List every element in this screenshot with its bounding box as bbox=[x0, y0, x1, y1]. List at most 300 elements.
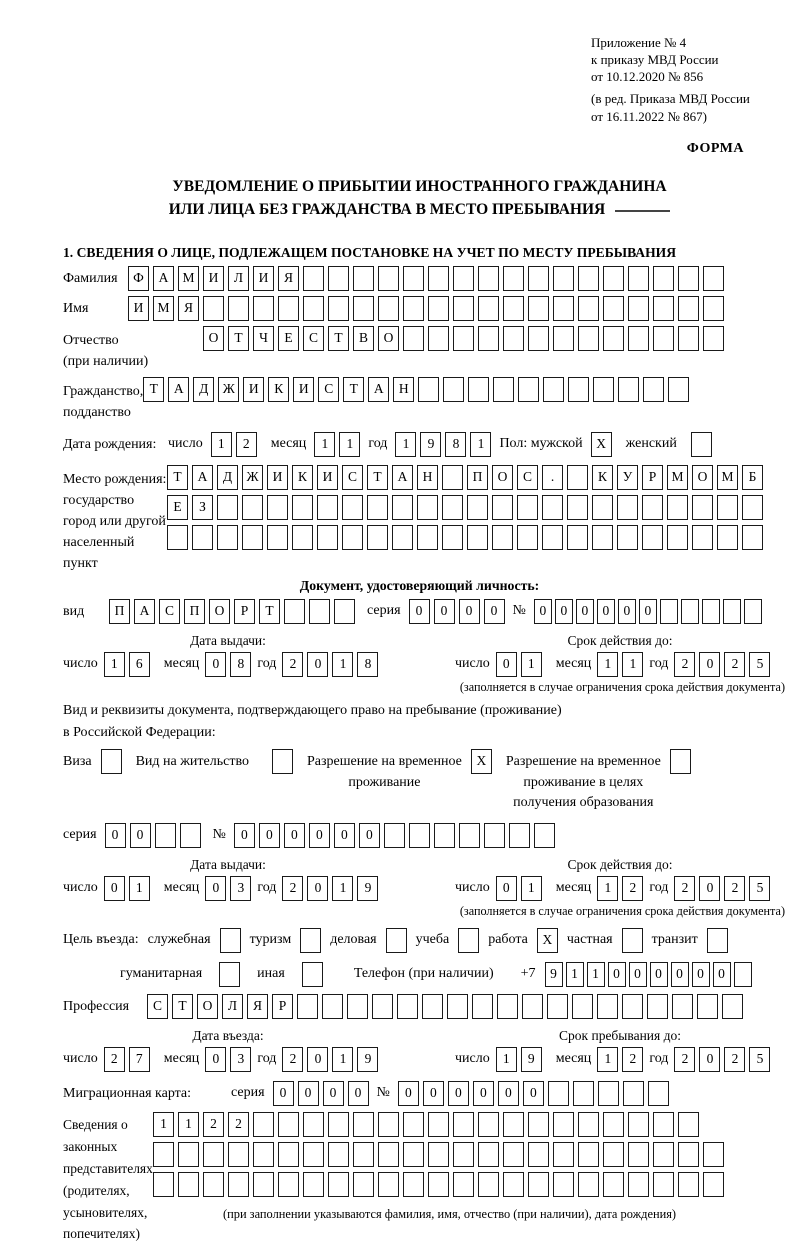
char-cell[interactable]: Ф bbox=[128, 266, 149, 291]
char-cell[interactable] bbox=[603, 1112, 624, 1137]
char-cell[interactable]: С bbox=[147, 994, 168, 1019]
char-cell[interactable] bbox=[467, 495, 488, 520]
char-cell[interactable] bbox=[703, 1172, 724, 1197]
char-cell[interactable]: 7 bbox=[129, 1047, 150, 1072]
char-cell[interactable] bbox=[603, 296, 624, 321]
char-cell[interactable]: О bbox=[492, 465, 513, 490]
char-cell[interactable]: 0 bbox=[555, 599, 573, 624]
char-cell[interactable]: 0 bbox=[398, 1081, 419, 1106]
char-cell[interactable] bbox=[742, 525, 763, 550]
char-cell[interactable]: 1 bbox=[496, 1047, 517, 1072]
char-cell[interactable]: 1 bbox=[622, 652, 643, 677]
char-cell[interactable] bbox=[497, 994, 518, 1019]
residence-permit-checkbox[interactable] bbox=[272, 749, 293, 774]
char-cell[interactable]: М bbox=[717, 465, 738, 490]
char-cell[interactable] bbox=[453, 266, 474, 291]
char-cell[interactable] bbox=[553, 1142, 574, 1167]
char-cell[interactable] bbox=[503, 1112, 524, 1137]
char-cell[interactable]: 0 bbox=[307, 1047, 328, 1072]
char-cell[interactable] bbox=[503, 266, 524, 291]
char-cell[interactable]: А bbox=[192, 465, 213, 490]
char-cell[interactable] bbox=[267, 495, 288, 520]
char-cell[interactable]: Б bbox=[742, 465, 763, 490]
char-cell[interactable]: 0 bbox=[105, 823, 126, 848]
char-cell[interactable] bbox=[328, 296, 349, 321]
char-cell[interactable] bbox=[278, 296, 299, 321]
char-cell[interactable] bbox=[617, 495, 638, 520]
char-cell[interactable]: 0 bbox=[205, 876, 226, 901]
char-cell[interactable]: Т bbox=[367, 465, 388, 490]
char-cell[interactable]: 2 bbox=[622, 1047, 643, 1072]
char-cell[interactable] bbox=[592, 525, 613, 550]
char-cell[interactable]: И bbox=[128, 296, 149, 321]
char-cell[interactable] bbox=[353, 1142, 374, 1167]
char-cell[interactable] bbox=[417, 525, 438, 550]
char-cell[interactable] bbox=[372, 994, 393, 1019]
char-cell[interactable]: 0 bbox=[713, 962, 731, 987]
char-cell[interactable]: 0 bbox=[323, 1081, 344, 1106]
char-cell[interactable] bbox=[167, 525, 188, 550]
char-cell[interactable] bbox=[328, 1172, 349, 1197]
char-cell[interactable] bbox=[203, 1172, 224, 1197]
char-cell[interactable] bbox=[672, 994, 693, 1019]
char-cell[interactable] bbox=[578, 266, 599, 291]
char-cell[interactable]: 0 bbox=[496, 652, 517, 677]
char-cell[interactable]: 1 bbox=[566, 962, 584, 987]
char-cell[interactable] bbox=[653, 1112, 674, 1137]
char-cell[interactable]: 0 bbox=[608, 962, 626, 987]
char-cell[interactable]: 0 bbox=[259, 823, 280, 848]
char-cell[interactable] bbox=[628, 1142, 649, 1167]
char-cell[interactable] bbox=[392, 495, 413, 520]
char-cell[interactable] bbox=[628, 1112, 649, 1137]
char-cell[interactable] bbox=[418, 377, 439, 402]
char-cell[interactable] bbox=[618, 377, 639, 402]
char-cell[interactable] bbox=[292, 495, 313, 520]
char-cell[interactable]: А bbox=[153, 266, 174, 291]
char-cell[interactable]: С bbox=[517, 465, 538, 490]
char-cell[interactable]: 0 bbox=[597, 599, 615, 624]
char-cell[interactable] bbox=[517, 495, 538, 520]
char-cell[interactable] bbox=[678, 1112, 699, 1137]
char-cell[interactable] bbox=[484, 823, 505, 848]
char-cell[interactable] bbox=[278, 1142, 299, 1167]
char-cell[interactable]: 1 bbox=[597, 876, 618, 901]
char-cell[interactable]: 5 bbox=[749, 1047, 770, 1072]
char-cell[interactable]: 0 bbox=[692, 962, 710, 987]
char-cell[interactable] bbox=[578, 1112, 599, 1137]
temp-residence-checkbox[interactable]: X bbox=[471, 749, 492, 774]
char-cell[interactable]: 5 bbox=[749, 652, 770, 677]
char-cell[interactable] bbox=[228, 1172, 249, 1197]
char-cell[interactable]: К bbox=[592, 465, 613, 490]
char-cell[interactable]: 9 bbox=[357, 876, 378, 901]
char-cell[interactable] bbox=[428, 1172, 449, 1197]
char-cell[interactable] bbox=[528, 1142, 549, 1167]
char-cell[interactable] bbox=[492, 495, 513, 520]
char-cell[interactable]: Т bbox=[328, 326, 349, 351]
char-cell[interactable]: 3 bbox=[230, 1047, 251, 1072]
char-cell[interactable]: 0 bbox=[273, 1081, 294, 1106]
char-cell[interactable] bbox=[178, 1172, 199, 1197]
char-cell[interactable] bbox=[522, 994, 543, 1019]
char-cell[interactable] bbox=[478, 1172, 499, 1197]
char-cell[interactable] bbox=[553, 326, 574, 351]
char-cell[interactable] bbox=[703, 1142, 724, 1167]
char-cell[interactable]: 2 bbox=[674, 1047, 695, 1072]
char-cell[interactable] bbox=[453, 1112, 474, 1137]
char-cell[interactable] bbox=[697, 994, 718, 1019]
char-cell[interactable]: Н bbox=[417, 465, 438, 490]
char-cell[interactable] bbox=[409, 823, 430, 848]
char-cell[interactable]: 0 bbox=[484, 599, 505, 624]
char-cell[interactable]: 1 bbox=[470, 432, 491, 457]
char-cell[interactable]: 1 bbox=[314, 432, 335, 457]
char-cell[interactable] bbox=[228, 1142, 249, 1167]
char-cell[interactable]: 0 bbox=[423, 1081, 444, 1106]
temp-residence-edu-checkbox[interactable] bbox=[670, 749, 691, 774]
char-cell[interactable] bbox=[653, 296, 674, 321]
char-cell[interactable] bbox=[334, 599, 355, 624]
char-cell[interactable] bbox=[442, 465, 463, 490]
char-cell[interactable]: 0 bbox=[473, 1081, 494, 1106]
char-cell[interactable] bbox=[378, 296, 399, 321]
char-cell[interactable] bbox=[603, 1142, 624, 1167]
sex-male-checkbox[interactable]: X bbox=[591, 432, 612, 457]
char-cell[interactable] bbox=[692, 525, 713, 550]
char-cell[interactable] bbox=[503, 326, 524, 351]
char-cell[interactable] bbox=[278, 1112, 299, 1137]
char-cell[interactable]: 1 bbox=[521, 876, 542, 901]
char-cell[interactable]: 0 bbox=[298, 1081, 319, 1106]
char-cell[interactable] bbox=[442, 525, 463, 550]
char-cell[interactable] bbox=[203, 1142, 224, 1167]
char-cell[interactable] bbox=[592, 495, 613, 520]
char-cell[interactable] bbox=[678, 326, 699, 351]
char-cell[interactable] bbox=[428, 1142, 449, 1167]
char-cell[interactable] bbox=[653, 266, 674, 291]
char-cell[interactable]: 1 bbox=[104, 652, 125, 677]
char-cell[interactable] bbox=[647, 994, 668, 1019]
char-cell[interactable]: 0 bbox=[671, 962, 689, 987]
char-cell[interactable]: 3 bbox=[230, 876, 251, 901]
char-cell[interactable]: 0 bbox=[348, 1081, 369, 1106]
char-cell[interactable] bbox=[503, 1172, 524, 1197]
char-cell[interactable] bbox=[428, 326, 449, 351]
char-cell[interactable]: 0 bbox=[650, 962, 668, 987]
char-cell[interactable]: 0 bbox=[699, 1047, 720, 1072]
char-cell[interactable] bbox=[453, 326, 474, 351]
char-cell[interactable]: 0 bbox=[409, 599, 430, 624]
char-cell[interactable]: 2 bbox=[282, 652, 303, 677]
char-cell[interactable] bbox=[478, 326, 499, 351]
char-cell[interactable]: 8 bbox=[230, 652, 251, 677]
char-cell[interactable] bbox=[403, 1172, 424, 1197]
char-cell[interactable] bbox=[742, 495, 763, 520]
purpose-transit-checkbox[interactable] bbox=[707, 928, 728, 953]
char-cell[interactable] bbox=[542, 495, 563, 520]
char-cell[interactable]: С bbox=[342, 465, 363, 490]
char-cell[interactable] bbox=[417, 495, 438, 520]
char-cell[interactable] bbox=[598, 1081, 619, 1106]
purpose-humanitarian-checkbox[interactable] bbox=[219, 962, 240, 987]
char-cell[interactable] bbox=[403, 1112, 424, 1137]
char-cell[interactable]: А bbox=[392, 465, 413, 490]
char-cell[interactable] bbox=[573, 1081, 594, 1106]
char-cell[interactable] bbox=[153, 1172, 174, 1197]
char-cell[interactable] bbox=[253, 1172, 274, 1197]
char-cell[interactable] bbox=[597, 994, 618, 1019]
char-cell[interactable]: 1 bbox=[332, 1047, 353, 1072]
char-cell[interactable]: О bbox=[692, 465, 713, 490]
char-cell[interactable] bbox=[578, 1172, 599, 1197]
char-cell[interactable]: К bbox=[268, 377, 289, 402]
char-cell[interactable] bbox=[528, 326, 549, 351]
char-cell[interactable] bbox=[317, 495, 338, 520]
char-cell[interactable] bbox=[378, 1112, 399, 1137]
char-cell[interactable] bbox=[322, 994, 343, 1019]
char-cell[interactable] bbox=[242, 525, 263, 550]
char-cell[interactable]: 0 bbox=[534, 599, 552, 624]
char-cell[interactable] bbox=[472, 994, 493, 1019]
char-cell[interactable] bbox=[553, 266, 574, 291]
char-cell[interactable] bbox=[722, 994, 743, 1019]
char-cell[interactable]: 1 bbox=[178, 1112, 199, 1137]
char-cell[interactable] bbox=[453, 296, 474, 321]
char-cell[interactable]: 2 bbox=[203, 1112, 224, 1137]
char-cell[interactable] bbox=[253, 1142, 274, 1167]
char-cell[interactable] bbox=[284, 599, 305, 624]
char-cell[interactable] bbox=[428, 1112, 449, 1137]
char-cell[interactable] bbox=[734, 962, 752, 987]
char-cell[interactable] bbox=[567, 465, 588, 490]
char-cell[interactable] bbox=[717, 525, 738, 550]
char-cell[interactable]: 0 bbox=[234, 823, 255, 848]
char-cell[interactable] bbox=[617, 525, 638, 550]
char-cell[interactable]: 2 bbox=[724, 1047, 745, 1072]
char-cell[interactable]: Р bbox=[272, 994, 293, 1019]
char-cell[interactable] bbox=[653, 326, 674, 351]
char-cell[interactable]: Т bbox=[343, 377, 364, 402]
char-cell[interactable]: 1 bbox=[339, 432, 360, 457]
char-cell[interactable]: 0 bbox=[629, 962, 647, 987]
char-cell[interactable] bbox=[367, 495, 388, 520]
char-cell[interactable]: 0 bbox=[448, 1081, 469, 1106]
char-cell[interactable]: 0 bbox=[699, 876, 720, 901]
char-cell[interactable]: И bbox=[317, 465, 338, 490]
char-cell[interactable]: 2 bbox=[282, 876, 303, 901]
char-cell[interactable] bbox=[228, 296, 249, 321]
char-cell[interactable] bbox=[353, 1172, 374, 1197]
char-cell[interactable] bbox=[723, 599, 741, 624]
char-cell[interactable]: Л bbox=[228, 266, 249, 291]
char-cell[interactable] bbox=[553, 1172, 574, 1197]
char-cell[interactable] bbox=[297, 994, 318, 1019]
char-cell[interactable]: 9 bbox=[420, 432, 441, 457]
char-cell[interactable] bbox=[192, 525, 213, 550]
char-cell[interactable]: О bbox=[203, 326, 224, 351]
char-cell[interactable]: 0 bbox=[307, 652, 328, 677]
char-cell[interactable] bbox=[648, 1081, 669, 1106]
char-cell[interactable] bbox=[703, 266, 724, 291]
char-cell[interactable] bbox=[703, 296, 724, 321]
char-cell[interactable] bbox=[667, 495, 688, 520]
char-cell[interactable] bbox=[384, 823, 405, 848]
char-cell[interactable]: Т bbox=[167, 465, 188, 490]
char-cell[interactable] bbox=[378, 1172, 399, 1197]
char-cell[interactable] bbox=[692, 495, 713, 520]
char-cell[interactable]: К bbox=[292, 465, 313, 490]
char-cell[interactable]: 0 bbox=[639, 599, 657, 624]
char-cell[interactable] bbox=[603, 266, 624, 291]
char-cell[interactable]: Ж bbox=[242, 465, 263, 490]
char-cell[interactable]: 8 bbox=[445, 432, 466, 457]
purpose-official-checkbox[interactable] bbox=[220, 928, 241, 953]
char-cell[interactable] bbox=[643, 377, 664, 402]
char-cell[interactable] bbox=[642, 495, 663, 520]
char-cell[interactable]: В bbox=[353, 326, 374, 351]
char-cell[interactable] bbox=[744, 599, 762, 624]
char-cell[interactable] bbox=[492, 525, 513, 550]
char-cell[interactable] bbox=[542, 525, 563, 550]
char-cell[interactable]: Т bbox=[172, 994, 193, 1019]
char-cell[interactable] bbox=[447, 994, 468, 1019]
char-cell[interactable]: 0 bbox=[359, 823, 380, 848]
char-cell[interactable] bbox=[702, 599, 720, 624]
char-cell[interactable] bbox=[403, 326, 424, 351]
char-cell[interactable] bbox=[453, 1172, 474, 1197]
char-cell[interactable] bbox=[623, 1081, 644, 1106]
char-cell[interactable]: 2 bbox=[724, 652, 745, 677]
char-cell[interactable]: Д bbox=[193, 377, 214, 402]
char-cell[interactable]: И bbox=[203, 266, 224, 291]
char-cell[interactable]: И bbox=[293, 377, 314, 402]
char-cell[interactable] bbox=[278, 1172, 299, 1197]
char-cell[interactable]: И bbox=[267, 465, 288, 490]
char-cell[interactable]: 0 bbox=[104, 876, 125, 901]
char-cell[interactable] bbox=[428, 266, 449, 291]
char-cell[interactable] bbox=[667, 525, 688, 550]
char-cell[interactable] bbox=[303, 296, 324, 321]
char-cell[interactable] bbox=[678, 266, 699, 291]
char-cell[interactable]: 9 bbox=[521, 1047, 542, 1072]
char-cell[interactable] bbox=[178, 1142, 199, 1167]
char-cell[interactable]: Ч bbox=[253, 326, 274, 351]
char-cell[interactable]: 1 bbox=[395, 432, 416, 457]
char-cell[interactable]: 0 bbox=[523, 1081, 544, 1106]
char-cell[interactable] bbox=[403, 1142, 424, 1167]
char-cell[interactable] bbox=[628, 296, 649, 321]
char-cell[interactable] bbox=[428, 296, 449, 321]
char-cell[interactable]: 2 bbox=[104, 1047, 125, 1072]
char-cell[interactable]: 0 bbox=[309, 823, 330, 848]
char-cell[interactable] bbox=[628, 326, 649, 351]
char-cell[interactable]: С bbox=[303, 326, 324, 351]
char-cell[interactable]: 2 bbox=[282, 1047, 303, 1072]
char-cell[interactable]: 1 bbox=[521, 652, 542, 677]
char-cell[interactable] bbox=[567, 525, 588, 550]
char-cell[interactable] bbox=[503, 296, 524, 321]
char-cell[interactable] bbox=[578, 296, 599, 321]
char-cell[interactable]: А bbox=[168, 377, 189, 402]
char-cell[interactable] bbox=[534, 823, 555, 848]
char-cell[interactable] bbox=[567, 495, 588, 520]
char-cell[interactable]: Я bbox=[278, 266, 299, 291]
char-cell[interactable] bbox=[403, 296, 424, 321]
char-cell[interactable]: 5 bbox=[749, 876, 770, 901]
char-cell[interactable] bbox=[378, 1142, 399, 1167]
char-cell[interactable] bbox=[253, 296, 274, 321]
char-cell[interactable] bbox=[678, 1142, 699, 1167]
char-cell[interactable] bbox=[678, 296, 699, 321]
char-cell[interactable]: М bbox=[153, 296, 174, 321]
char-cell[interactable]: Т bbox=[228, 326, 249, 351]
char-cell[interactable] bbox=[453, 1142, 474, 1167]
char-cell[interactable]: Т bbox=[259, 599, 280, 624]
char-cell[interactable]: 9 bbox=[357, 1047, 378, 1072]
char-cell[interactable]: П bbox=[109, 599, 130, 624]
char-cell[interactable]: 0 bbox=[618, 599, 636, 624]
char-cell[interactable]: 2 bbox=[724, 876, 745, 901]
char-cell[interactable]: И bbox=[253, 266, 274, 291]
char-cell[interactable] bbox=[503, 1142, 524, 1167]
char-cell[interactable]: М bbox=[667, 465, 688, 490]
char-cell[interactable] bbox=[317, 525, 338, 550]
char-cell[interactable]: Н bbox=[393, 377, 414, 402]
char-cell[interactable] bbox=[478, 266, 499, 291]
char-cell[interactable] bbox=[328, 1112, 349, 1137]
char-cell[interactable] bbox=[603, 1172, 624, 1197]
char-cell[interactable]: 2 bbox=[622, 876, 643, 901]
char-cell[interactable] bbox=[517, 525, 538, 550]
char-cell[interactable] bbox=[378, 266, 399, 291]
char-cell[interactable]: Д bbox=[217, 465, 238, 490]
char-cell[interactable]: 0 bbox=[130, 823, 151, 848]
char-cell[interactable]: 2 bbox=[236, 432, 257, 457]
char-cell[interactable]: 1 bbox=[332, 652, 353, 677]
char-cell[interactable]: Л bbox=[222, 994, 243, 1019]
char-cell[interactable] bbox=[342, 495, 363, 520]
char-cell[interactable] bbox=[242, 495, 263, 520]
char-cell[interactable] bbox=[528, 266, 549, 291]
char-cell[interactable]: З bbox=[192, 495, 213, 520]
char-cell[interactable]: С bbox=[318, 377, 339, 402]
char-cell[interactable] bbox=[642, 525, 663, 550]
char-cell[interactable]: А bbox=[368, 377, 389, 402]
char-cell[interactable]: Я bbox=[178, 296, 199, 321]
char-cell[interactable]: 2 bbox=[228, 1112, 249, 1137]
char-cell[interactable]: Р bbox=[642, 465, 663, 490]
char-cell[interactable]: 0 bbox=[434, 599, 455, 624]
char-cell[interactable] bbox=[572, 994, 593, 1019]
char-cell[interactable] bbox=[547, 994, 568, 1019]
char-cell[interactable] bbox=[422, 994, 443, 1019]
char-cell[interactable]: И bbox=[243, 377, 264, 402]
char-cell[interactable] bbox=[403, 266, 424, 291]
char-cell[interactable] bbox=[217, 495, 238, 520]
char-cell[interactable] bbox=[628, 266, 649, 291]
char-cell[interactable] bbox=[303, 1172, 324, 1197]
char-cell[interactable] bbox=[548, 1081, 569, 1106]
sex-female-checkbox[interactable] bbox=[691, 432, 712, 457]
char-cell[interactable] bbox=[434, 823, 455, 848]
char-cell[interactable]: 1 bbox=[153, 1112, 174, 1137]
char-cell[interactable] bbox=[342, 525, 363, 550]
char-cell[interactable] bbox=[303, 1112, 324, 1137]
char-cell[interactable]: 0 bbox=[459, 599, 480, 624]
visa-checkbox[interactable] bbox=[101, 749, 122, 774]
char-cell[interactable] bbox=[578, 326, 599, 351]
